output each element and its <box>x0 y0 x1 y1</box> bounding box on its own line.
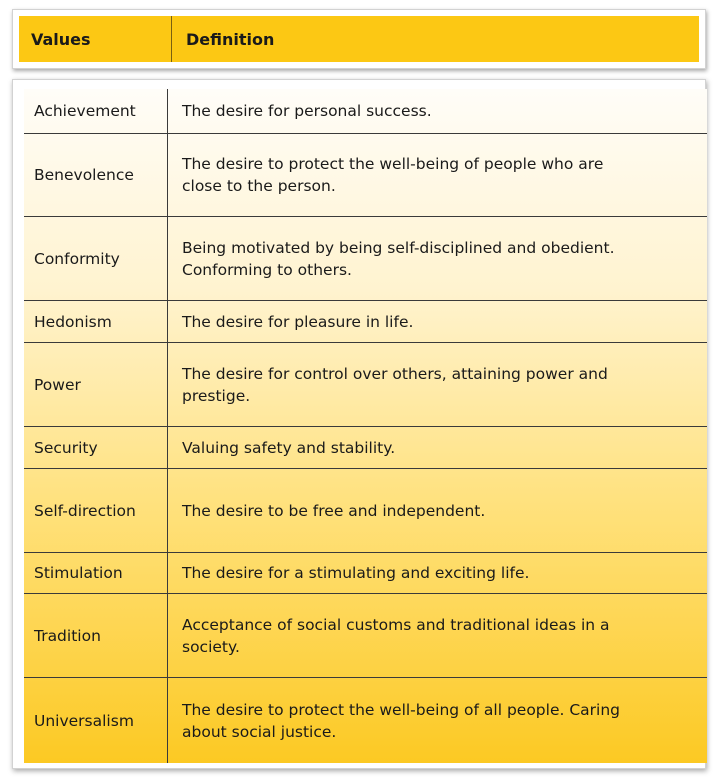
values-table-frame <box>12 79 706 769</box>
table-row-security <box>24 427 707 469</box>
definition-cell: The desire for pleasure in life. <box>182 312 414 331</box>
table-row-achievement <box>24 89 707 134</box>
table-row-benevolence <box>24 134 707 217</box>
value-cell: Benevolence <box>24 134 168 216</box>
table-row-universalism <box>24 678 707 763</box>
table-row-conformity <box>24 217 707 301</box>
value-cell: Universalism <box>24 678 168 763</box>
definition-cell: The desire to protect the well-being of people who are close to the person. <box>182 155 604 195</box>
table-header <box>19 16 699 62</box>
definition-cell: Being motivated by being self-disciplined and obedient. Conforming to others. <box>182 238 615 279</box>
definition-cell: The desire for personal success. <box>182 102 432 120</box>
table-row-hedonism <box>24 301 707 343</box>
table-row-power <box>24 343 707 427</box>
value-cell: Security <box>24 427 168 468</box>
value-cell: Tradition <box>24 594 168 677</box>
definition-cell: The desire for control over others, attaining power and prestige. <box>182 364 608 405</box>
definition-cell: The desire to protect the well-being of all people. Caring about social justice. <box>182 700 621 741</box>
table-header-frame <box>12 9 706 69</box>
value-cell: Stimulation <box>24 553 168 593</box>
table-row-stimulation <box>24 553 707 594</box>
value-cell: Power <box>24 343 168 426</box>
table-row-self-direction <box>24 469 707 553</box>
definition-cell: The desire to be free and independent. <box>182 501 486 520</box>
table-row-tradition <box>24 594 707 678</box>
value-cell: Achievement <box>24 89 168 133</box>
values-table <box>24 89 707 763</box>
definition-cell: The desire for a stimulating and exciting life. <box>182 564 530 582</box>
definition-cell: Acceptance of social customs and traditional ideas in a society. <box>182 615 610 656</box>
header-definition: Definition <box>186 29 275 49</box>
value-cell: Hedonism <box>24 301 168 342</box>
value-cell: Conformity <box>24 217 168 300</box>
definition-cell: Valuing safety and stability. <box>182 438 396 457</box>
value-cell: Self-direction <box>24 469 168 552</box>
header-values: Values <box>19 16 172 62</box>
